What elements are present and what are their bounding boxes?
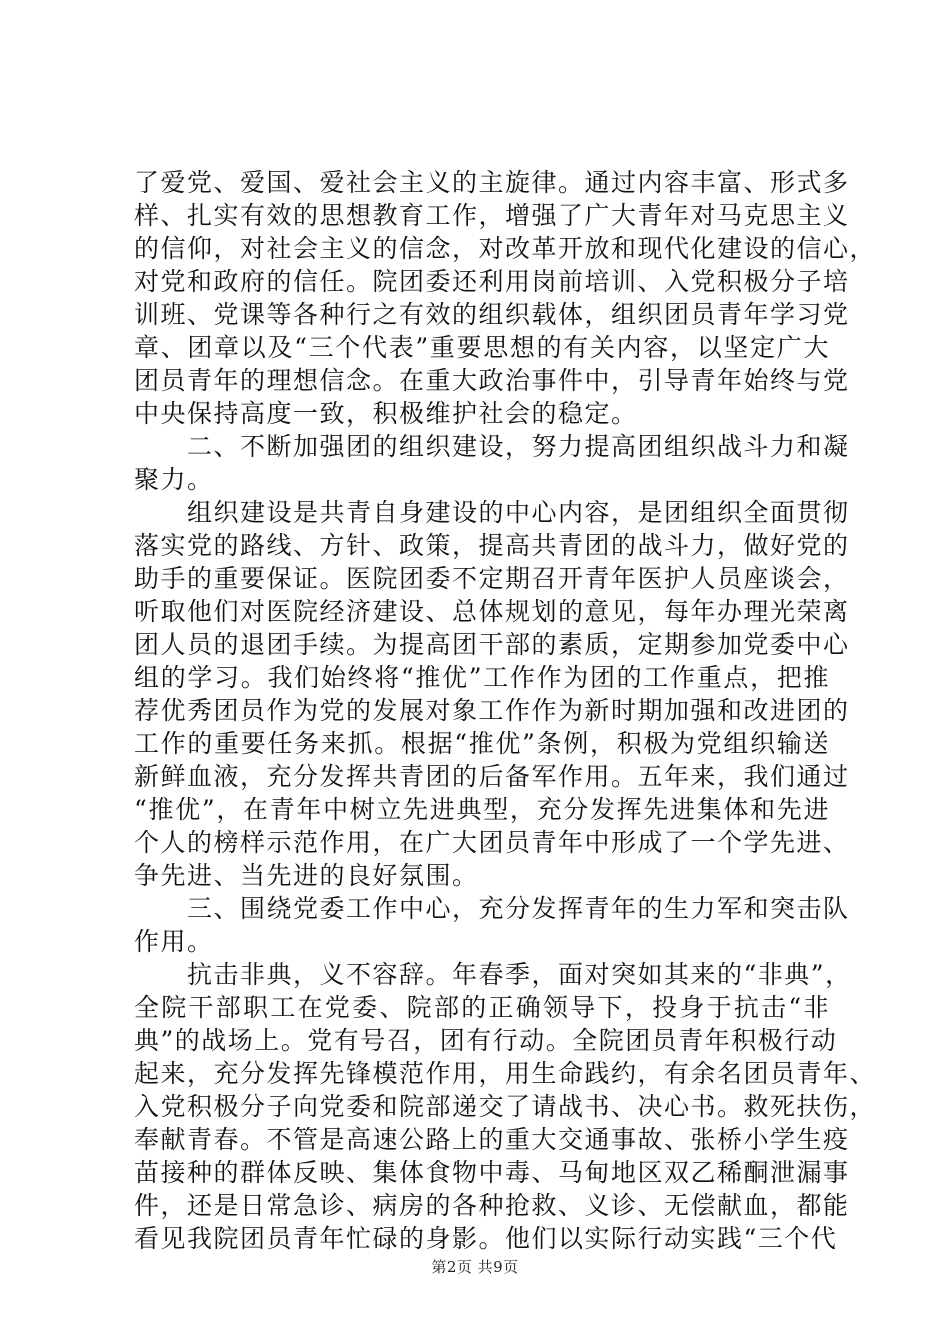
- text-line: 落实党的路线、方针、政策，提高共青团的战斗力，做好党的: [134, 531, 850, 560]
- document-body: [134, 166, 877, 1255]
- text-line: 全院干部职工在党委、院部的正确领导下，投身于抗击“非: [134, 993, 830, 1022]
- text-line: “推优”，在青年中树立先进典型，充分发挥先进集体和先进: [134, 795, 830, 824]
- text-line: 组织建设是共青自身建设的中心内容，是团组织全面贯彻: [134, 498, 850, 527]
- text-line: 中央保持高度一致，积极维护社会的稳定。: [134, 399, 638, 428]
- text-line: 的信仰，对社会主义的信念，对改革开放和现代化建设的信心，: [134, 234, 877, 263]
- text-line: 奉献青春。不管是高速公路上的重大交通事故、张桥小学生疫: [134, 1125, 850, 1154]
- text-line: 样、扎实有效的思想教育工作，增强了广大青年对马克思主义: [134, 201, 850, 230]
- text-line: 了爱党、爱国、爱社会主义的主旋律。通过内容丰富、形式多: [134, 168, 850, 197]
- text-line: 荐优秀团员作为党的发展对象工作作为新时期加强和改进团的: [134, 696, 850, 725]
- text-line: 团员青年的理想信念。在重大政治事件中，引导青年始终与党: [134, 366, 850, 395]
- text-line: 助手的重要保证。医院团委不定期召开青年医护人员座谈会，: [134, 564, 850, 593]
- text-line: 起来，充分发挥先锋模范作用，用生命践约，有余名团员青年、: [134, 1059, 877, 1088]
- text-line: 争先进、当先进的良好氛围。: [134, 861, 479, 890]
- text-line: 组的学习。我们始终将“推优”工作作为团的工作重点，把推: [134, 663, 830, 692]
- text-line: 作用。: [134, 927, 214, 956]
- text-line: 看见我院团员青年忙碌的身影。他们以实际行动实践“三个代: [134, 1224, 838, 1253]
- text-line: 个人的榜样示范作用，在广大团员青年中形成了一个学先进、: [134, 828, 850, 857]
- text-line: 章、团章以及“三个代表”重要思想的有关内容，以坚定广大: [134, 333, 830, 362]
- text-line: 聚力。: [134, 465, 214, 494]
- text-line: 件，还是日常急诊、病房的各种抢救、义诊、无偿献血，都能: [134, 1191, 850, 1220]
- text-line: 工作的重要任务来抓。根据“推优”条例，积极为党组织输送: [134, 729, 830, 758]
- text-line: 典”的战场上。党有号召，团有行动。全院团员青年积极行动: [134, 1026, 838, 1055]
- text-line: 苗接种的群体反映、集体食物中毒、马甸地区双乙稀酮泄漏事: [134, 1158, 850, 1187]
- text-line: 二、不断加强团的组织建设，努力提高团组织战斗力和凝: [134, 432, 850, 461]
- text-line: 对党和政府的信任。院团委还利用岗前培训、入党积极分子培: [134, 267, 850, 296]
- text-line: 抗击非典，义不容辞。年春季，面对突如其来的“非典”，: [134, 960, 852, 989]
- text-line: 新鲜血液，充分发挥共青团的后备军作用。五年来，我们通过: [134, 762, 850, 791]
- text-line: 听取他们对医院经济建设、总体规划的意见，每年办理光荣离: [134, 597, 850, 626]
- text-line: 团人员的退团手续。为提高团干部的素质，定期参加党委中心: [134, 630, 850, 659]
- text-line: 训班、党课等各种行之有效的组织载体，组织团员青年学习党: [134, 300, 850, 329]
- page-footer: 第2页 共9页: [431, 1258, 519, 1276]
- text-line: 入党积极分子向党委和院部递交了请战书、决心书。救死扶伤，: [134, 1092, 877, 1121]
- text-line: 三、围绕党委工作中心，充分发挥青年的生力军和突击队: [134, 894, 850, 923]
